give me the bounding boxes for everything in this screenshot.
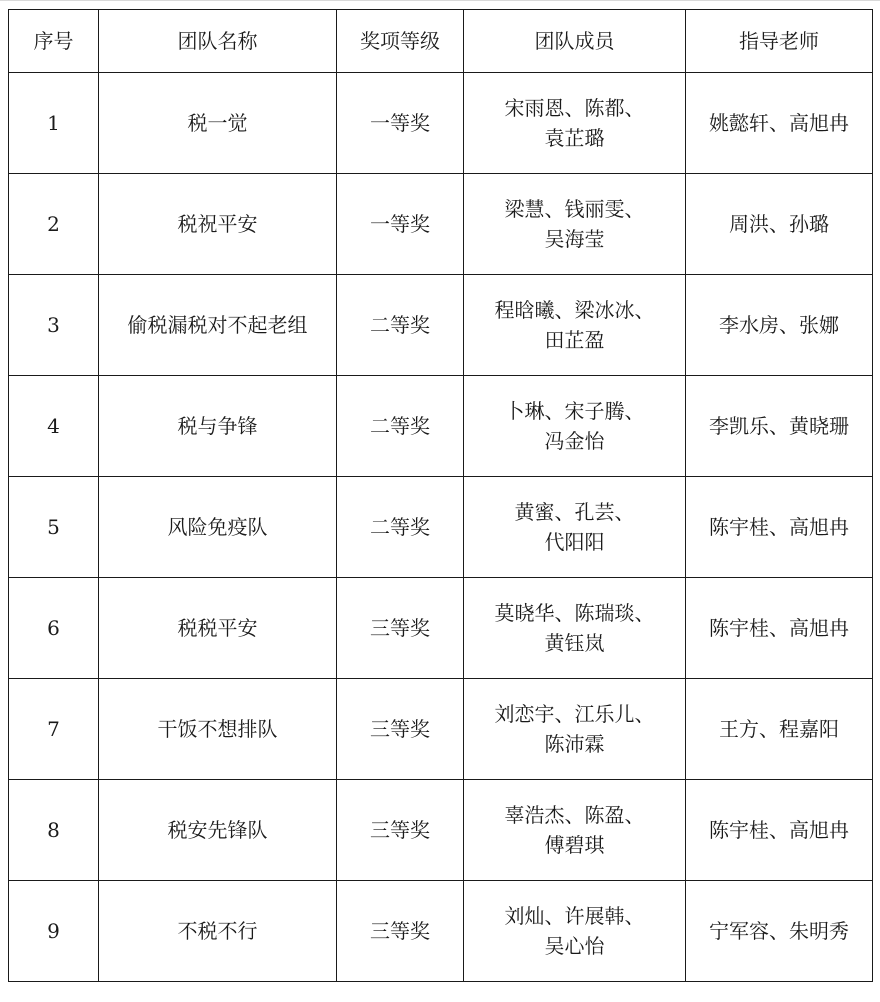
members-line: 刘恋宇、江乐儿、 xyxy=(494,702,655,726)
cell-members xyxy=(464,578,686,679)
cell-members xyxy=(464,881,686,982)
table-row xyxy=(9,275,873,376)
members-line: 黄蜜、孔芸、 xyxy=(514,500,635,524)
cell-award: 三等奖 xyxy=(337,679,464,780)
cell-no: 8 xyxy=(9,780,99,881)
cell-no: 5 xyxy=(9,477,99,578)
cell-members xyxy=(464,174,686,275)
awards-table xyxy=(8,9,873,982)
cell-award: 一等奖 xyxy=(337,73,464,174)
table-row xyxy=(9,679,873,780)
members-line: 傅碧琪 xyxy=(544,833,605,857)
members-line: 陈沛霖 xyxy=(544,732,605,756)
table-row xyxy=(9,477,873,578)
header-row xyxy=(9,10,873,73)
cell-advisors: 陈宇桂、高旭冉 xyxy=(686,780,873,881)
cell-award: 二等奖 xyxy=(337,376,464,477)
cell-award: 二等奖 xyxy=(337,275,464,376)
cell-team: 风险免疫队 xyxy=(99,477,337,578)
cell-award: 二等奖 xyxy=(337,477,464,578)
cell-award: 三等奖 xyxy=(337,780,464,881)
members-line: 辜浩杰、陈盈、 xyxy=(504,803,645,827)
cell-advisors: 李水房、张娜 xyxy=(686,275,873,376)
cell-members xyxy=(464,73,686,174)
cell-award: 三等奖 xyxy=(337,578,464,679)
cell-team: 税安先锋队 xyxy=(99,780,337,881)
table-row xyxy=(9,174,873,275)
cell-members xyxy=(464,477,686,578)
cell-award: 一等奖 xyxy=(337,174,464,275)
cell-team: 税税平安 xyxy=(99,578,337,679)
header-advisors: 指导老师 xyxy=(686,10,873,73)
members-line: 刘灿、许展韩、 xyxy=(504,904,645,928)
cell-team: 税一觉 xyxy=(99,73,337,174)
cell-no: 1 xyxy=(9,73,99,174)
cell-award: 三等奖 xyxy=(337,881,464,982)
cell-team: 偷税漏税对不起老组 xyxy=(99,275,337,376)
cell-advisors: 宁军容、朱明秀 xyxy=(686,881,873,982)
members-line: 代阳阳 xyxy=(544,530,605,554)
cell-advisors: 陈宇桂、高旭冉 xyxy=(686,578,873,679)
table-row xyxy=(9,73,873,174)
header-no: 序号 xyxy=(9,10,99,73)
members-line: 吴心怡 xyxy=(544,934,605,958)
cell-advisors: 王方、程嘉阳 xyxy=(686,679,873,780)
members-line: 程晗曦、梁冰冰、 xyxy=(494,298,655,322)
members-line: 莫晓华、陈瑞琰、 xyxy=(494,601,655,625)
cell-advisors: 姚懿轩、高旭冉 xyxy=(686,73,873,174)
header-award: 奖项等级 xyxy=(337,10,464,73)
cell-advisors: 周洪、孙璐 xyxy=(686,174,873,275)
cell-members xyxy=(464,275,686,376)
cell-team: 干饭不想排队 xyxy=(99,679,337,780)
table-row xyxy=(9,780,873,881)
cell-no: 3 xyxy=(9,275,99,376)
table-row xyxy=(9,881,873,982)
table-row xyxy=(9,376,873,477)
cell-no: 7 xyxy=(9,679,99,780)
cell-no: 4 xyxy=(9,376,99,477)
cell-members xyxy=(464,780,686,881)
table-header xyxy=(9,10,873,73)
cell-advisors: 李凯乐、黄晓珊 xyxy=(686,376,873,477)
cell-team: 税祝平安 xyxy=(99,174,337,275)
members-line: 田芷盈 xyxy=(544,328,605,352)
members-line: 冯金怡 xyxy=(544,429,605,453)
members-line: 黄钰岚 xyxy=(544,631,605,655)
header-members: 团队成员 xyxy=(464,10,686,73)
members-line: 卜琳、宋子腾、 xyxy=(504,399,645,423)
cell-members xyxy=(464,679,686,780)
cell-no: 2 xyxy=(9,174,99,275)
page-top-rule xyxy=(0,0,880,1)
members-line: 宋雨恩、陈都、 xyxy=(504,96,645,120)
members-line: 梁慧、钱丽雯、 xyxy=(504,197,645,221)
members-line: 吴海莹 xyxy=(544,227,605,251)
cell-no: 6 xyxy=(9,578,99,679)
cell-team: 税与争锋 xyxy=(99,376,337,477)
cell-advisors: 陈宇桂、高旭冉 xyxy=(686,477,873,578)
table-body xyxy=(9,73,873,982)
members-line: 袁芷璐 xyxy=(544,126,605,150)
cell-members xyxy=(464,376,686,477)
header-team: 团队名称 xyxy=(99,10,337,73)
table-row xyxy=(9,578,873,679)
cell-team: 不税不行 xyxy=(99,881,337,982)
cell-no: 9 xyxy=(9,881,99,982)
